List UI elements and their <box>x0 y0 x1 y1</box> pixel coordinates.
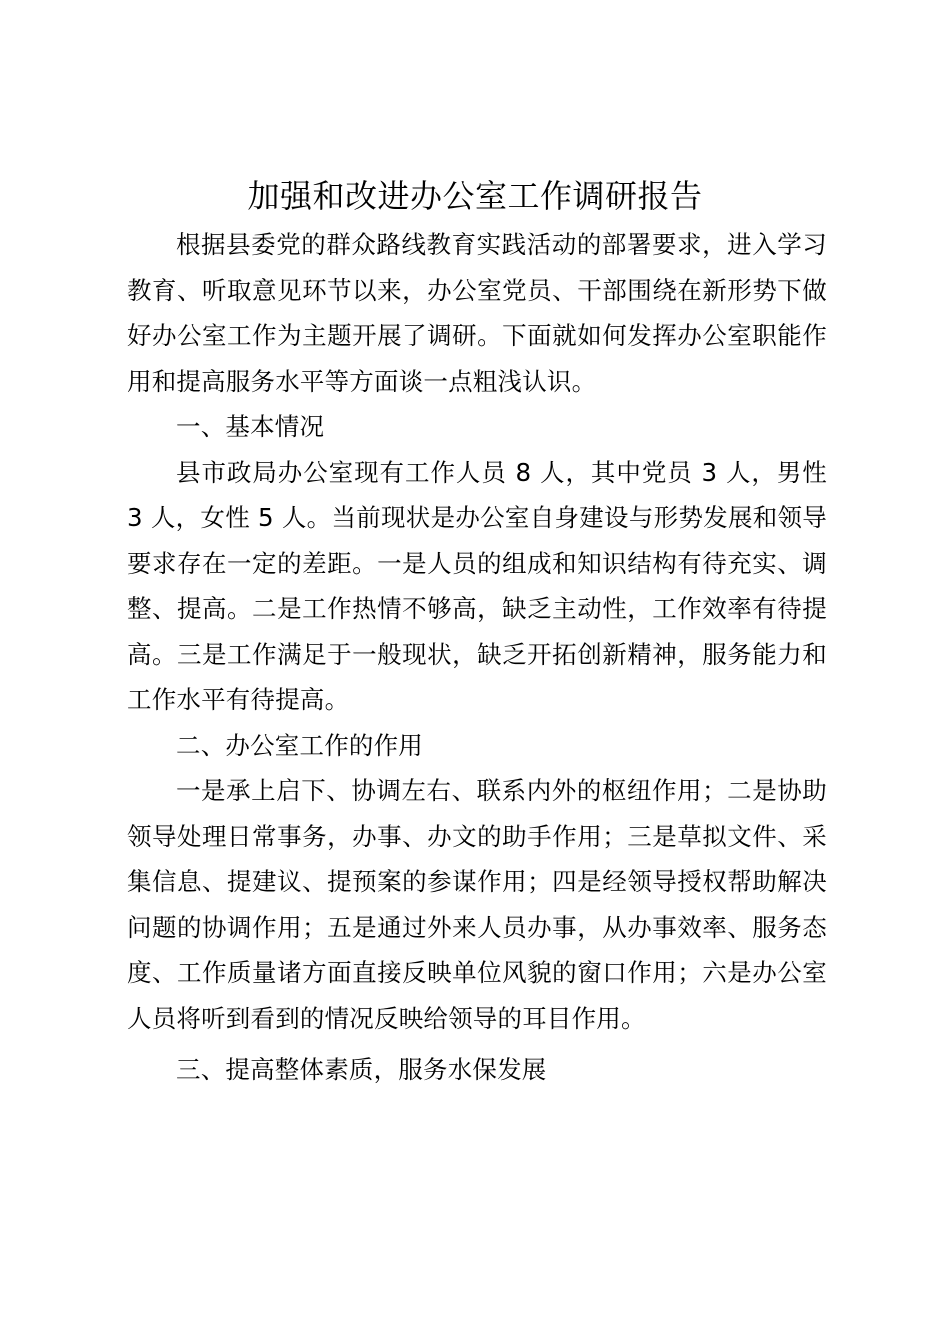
basic-situation-paragraph: 县市政局办公室现有工作人员 8 人，其中党员 3 人，男性 3 人，女性 5 人。当前现状是办公室自身建设与形势发展和领导要求存在一定的差距。一是人员的组成和知识结构有待充实、调整、提高。二是工作热情不够高，缺乏主动性，工作效率有待提高。三是工作满足于一般现状，缺乏开拓创新精神，服务能力和工作水平有待提高。 <box>127 457 827 714</box>
document-title: 加强和改进办公室工作调研报告 <box>247 177 703 215</box>
office-role-paragraph: 一是承上启下、协调左右、联系内外的枢纽作用；二是协助领导处理日常事务，办事、办文的助手作用；三是草拟文件、采集信息、提建议、提预案的参谋作用；四是经领导授权帮助解决问题的协调作用；五是通过外来人员办事，从办事效率、服务态度、工作质量诸方面直接反映单位风貌的窗口作用；六是办公室人员将听到看到的情况反映给领导的耳目作用。 <box>127 776 827 1033</box>
section-heading-improve-quality: 三、提高整体素质，服务水保发展 <box>176 1055 547 1084</box>
section-heading-basic-situation: 一、基本情况 <box>176 412 325 441</box>
document-body <box>127 222 827 1093</box>
intro-paragraph: 根据县委党的群众路线教育实践活动的部署要求，进入学习教育、听取意见环节以来，办公室党员、干部围绕在新形势下做好办公室工作为主题开展了调研。下面就如何发挥办公室职能作用和提高服务水平等方面谈一点粗浅认识。 <box>127 230 827 396</box>
section-heading-office-role: 二、办公室工作的作用 <box>176 730 423 760</box>
